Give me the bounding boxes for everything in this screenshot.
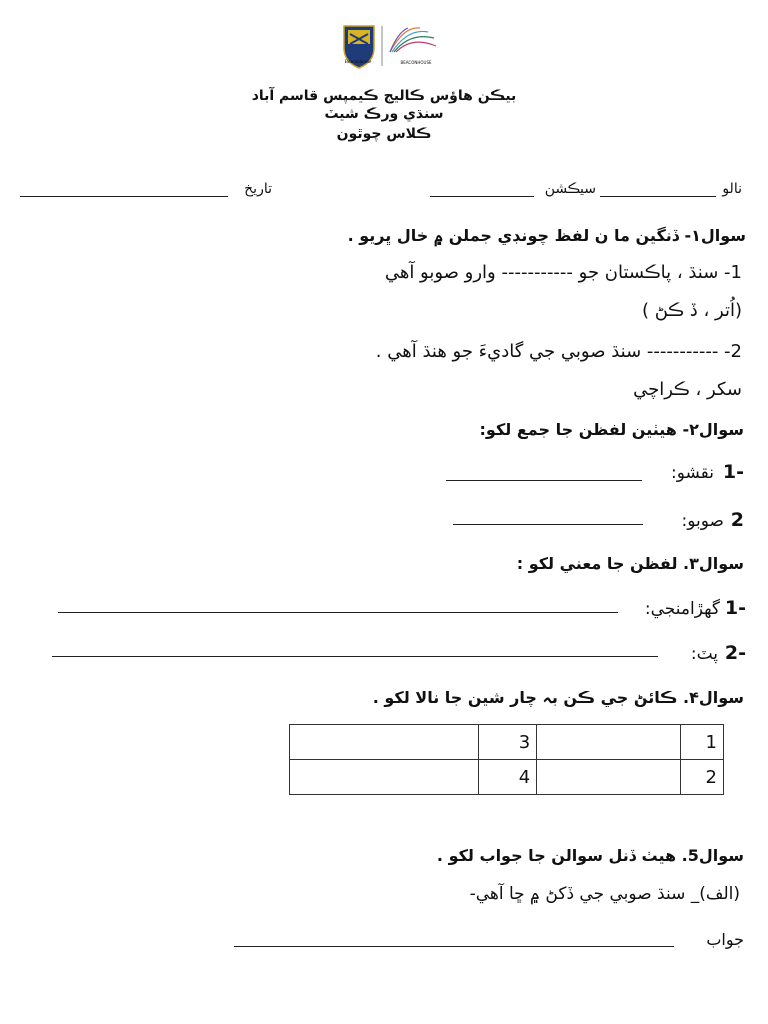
- q3-item1-answer-line[interactable]: [58, 612, 618, 613]
- q4-cell-answer[interactable]: [537, 725, 680, 760]
- logo-left-caption: Beaconhouse: [344, 60, 372, 65]
- q5-answer-label: جواب: [706, 930, 744, 949]
- q3-title-label: سوال٣: [689, 554, 744, 573]
- table-row: [290, 725, 724, 760]
- q2-item1-number: 1-: [722, 461, 744, 483]
- q2-item2-number: 2: [730, 509, 744, 531]
- q4-cell-number: 3: [479, 725, 537, 760]
- q3-item2-number: 2-: [724, 642, 746, 664]
- q4-cell-number: 2: [680, 760, 723, 795]
- q3-item2-answer-line[interactable]: [52, 656, 658, 657]
- q4-cell-answer[interactable]: [290, 760, 479, 795]
- q1-item2-options: سکر ، ڪراچي: [633, 379, 742, 400]
- q3-item1-word: گهڙامنجي:: [644, 599, 720, 619]
- q4-cell-answer[interactable]: [290, 725, 479, 760]
- q2-title: سوال٢- هيٺين لفظن جا جمع لکو:: [479, 420, 744, 439]
- section-field[interactable]: [430, 196, 534, 197]
- q2-item1-word: نقشو:: [670, 463, 714, 483]
- q3-title: [517, 554, 744, 573]
- q1-item1-options: (اُتر ، ڏ ڪڻ ): [641, 300, 742, 321]
- q1-item2: 2- ----------- سنڌ صوبي جي گاديءَ جو هنڌ آهي .: [375, 341, 742, 362]
- q5-answer-line[interactable]: [234, 946, 674, 947]
- q2-item2-word: صوبو:: [681, 511, 724, 531]
- q1-item1: 1- سنڌ ، پاڪستان جو ----------- وارو صوبو آهي: [384, 262, 742, 283]
- table-row: [290, 760, 724, 795]
- q4-cell-number: 4: [479, 760, 537, 795]
- q3-item2-word: پٽ:: [690, 644, 718, 664]
- q5-item: (الف)_ سنڌ صوبي جي ڏکڻ ۾ ڇا آهي-: [469, 884, 740, 904]
- q3-item1-number: 1-: [724, 597, 746, 619]
- q2-item2-answer-line[interactable]: [453, 524, 643, 525]
- q5-title: سوال5. هيٺ ڏنل سوالن جا جواب لکو .: [436, 846, 744, 865]
- q1-title: سوال١- ڏنگين ما ن لفظ چونڊي جملن ۾ خال ڀريو .: [347, 226, 746, 245]
- class-name: ڪلاس چوٿون: [336, 126, 432, 142]
- worksheet-subject: سنڌي ورڪ شيٽ: [324, 106, 444, 122]
- q4-cell-number: 1: [680, 725, 723, 760]
- date-field[interactable]: [20, 196, 228, 197]
- q4-title: سوال۴. ڪائڻ جي ڪن بہ چار شين جا نالا لکو .: [372, 688, 744, 707]
- logo-right-caption: BEACONHOUSE: [400, 60, 432, 65]
- name-field[interactable]: [600, 196, 716, 197]
- q2-item1-answer-line[interactable]: [446, 480, 642, 481]
- date-label: تاريخ: [244, 181, 272, 197]
- q3-title-text: . لفظن جا معني لکو :: [516, 554, 690, 573]
- q4-table: [289, 724, 724, 795]
- q4-cell-answer[interactable]: [537, 760, 680, 795]
- name-label: نالو: [722, 181, 742, 197]
- school-name: بيڪن هاؤس ڪاليج ڪيمپس قاسم آباد: [251, 88, 517, 104]
- section-label: سيڪشن: [544, 181, 596, 197]
